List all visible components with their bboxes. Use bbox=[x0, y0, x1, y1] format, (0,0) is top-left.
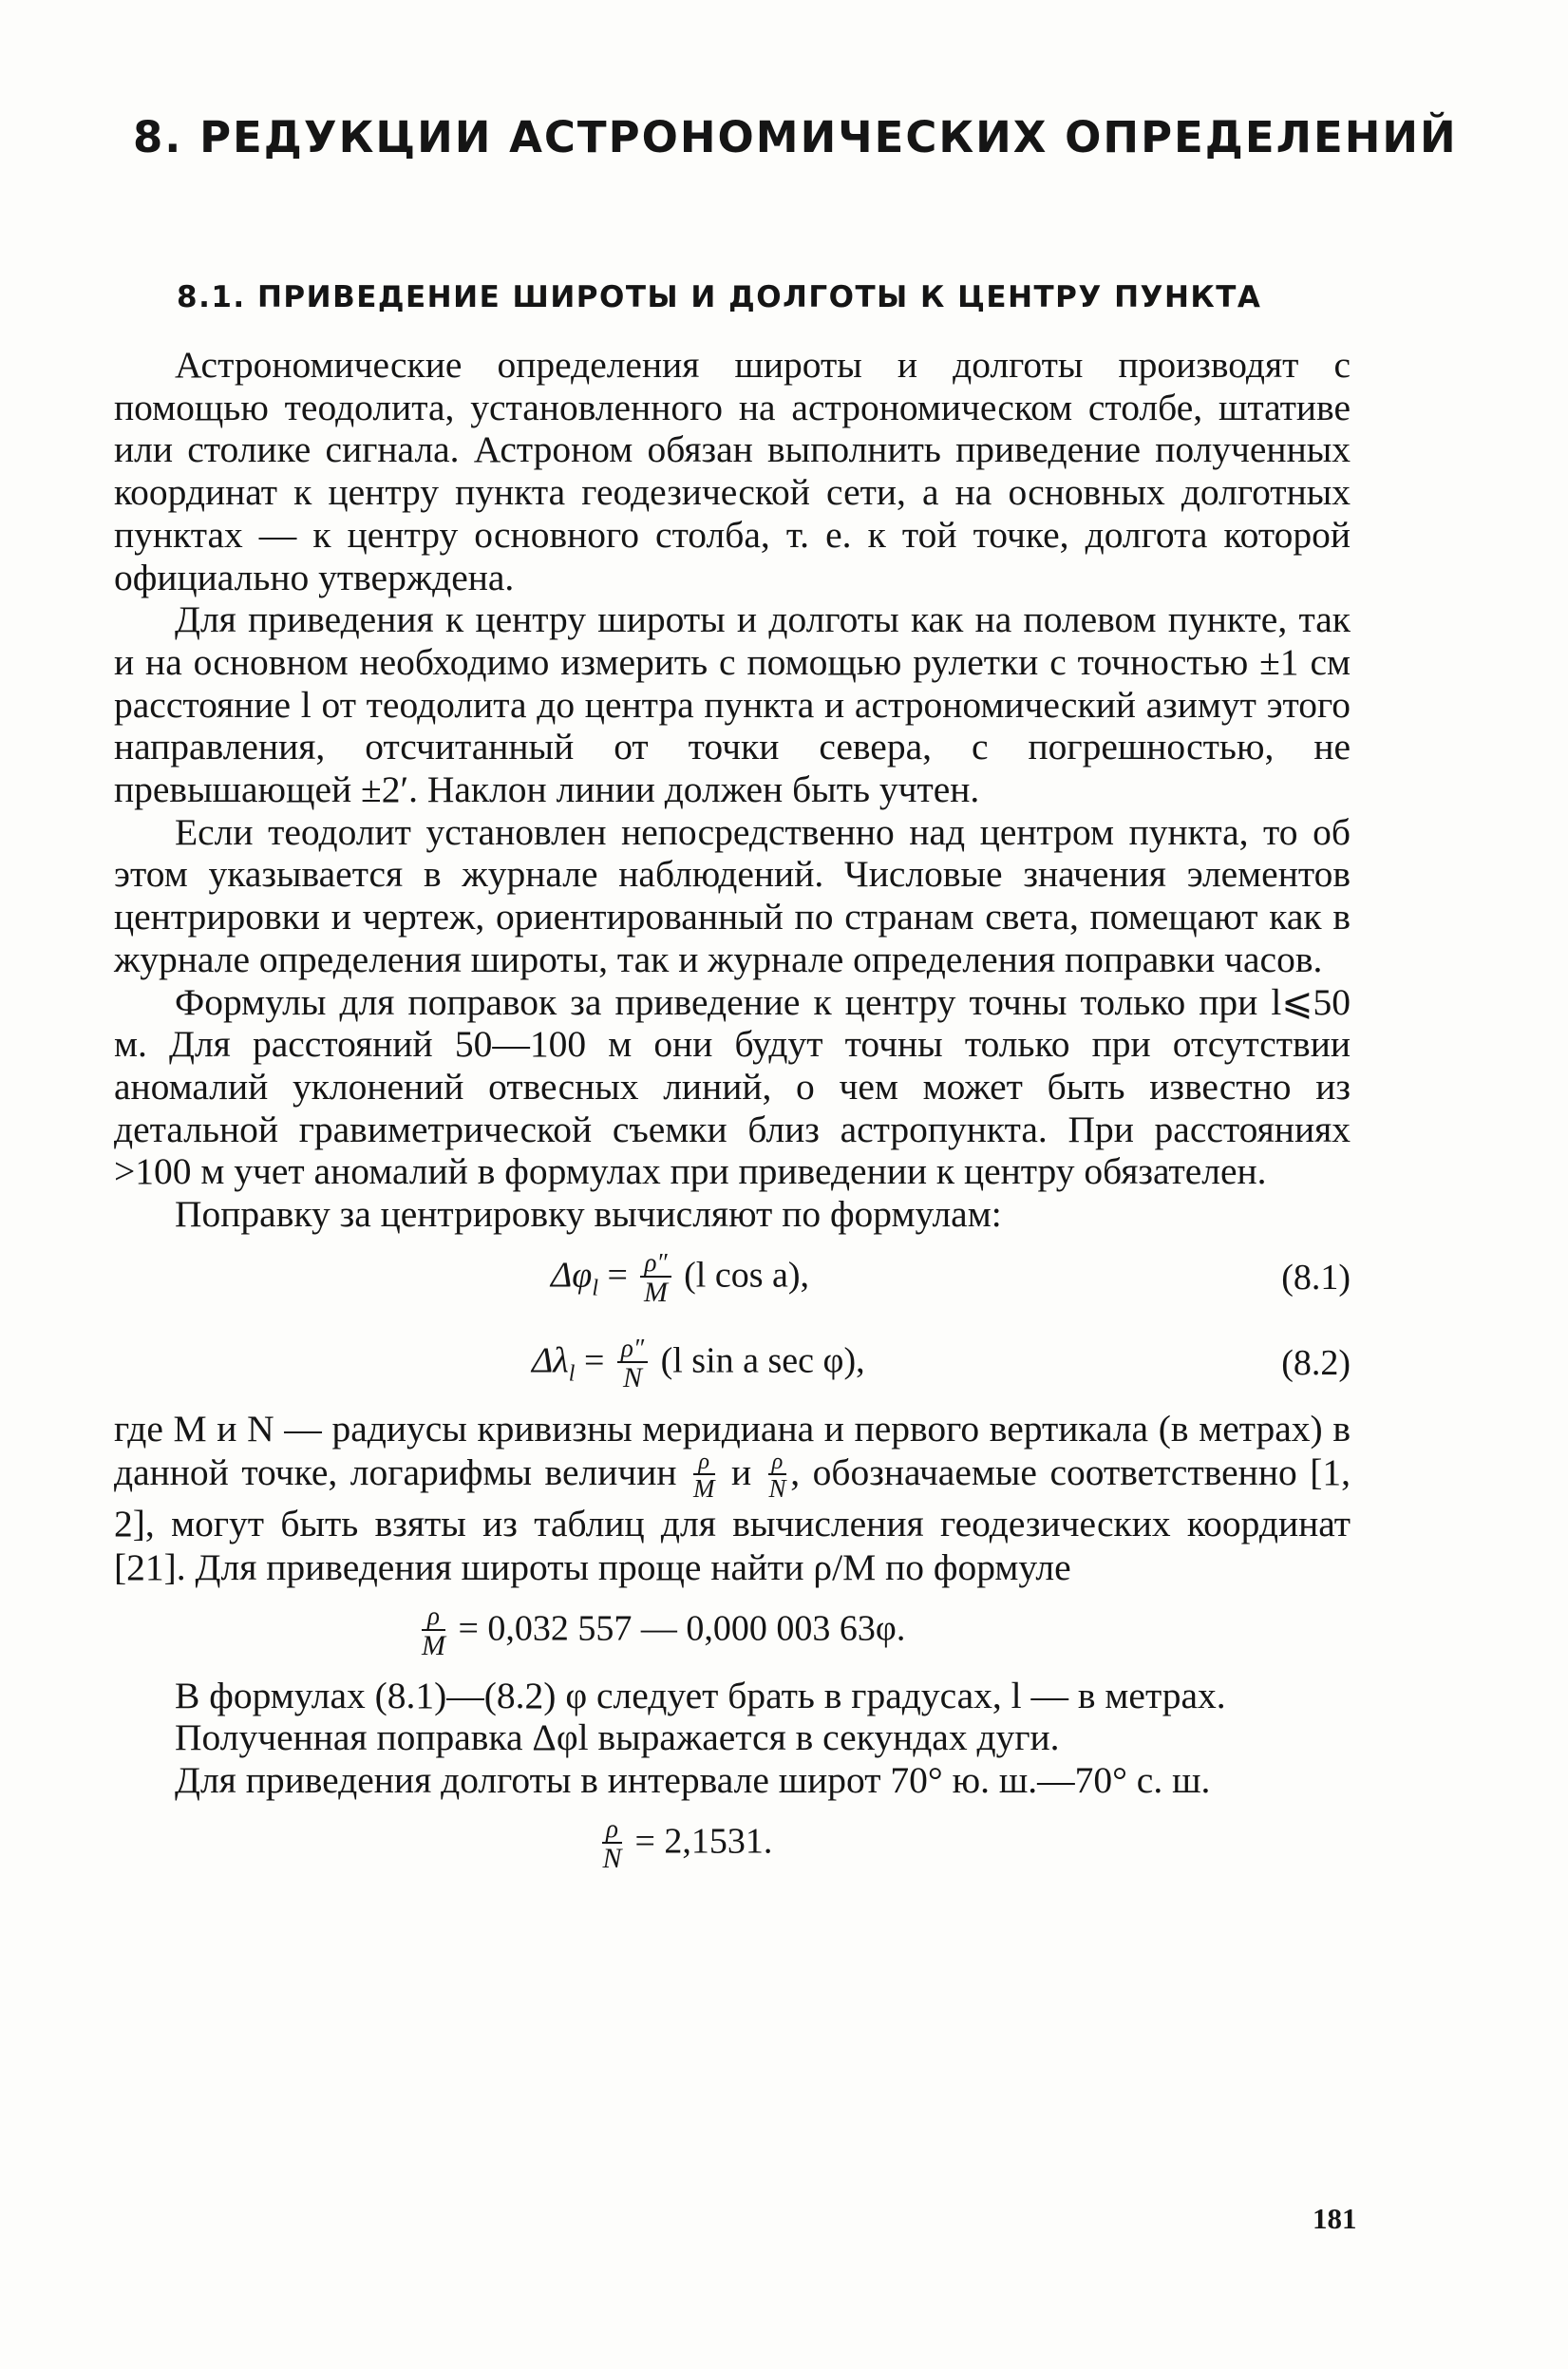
fraction-numerator: ρ″ bbox=[617, 1335, 648, 1363]
eq-sign: = bbox=[607, 1255, 628, 1296]
text-span: где M и N — радиусы кривизны меридиана и первого вертикала (в метрах) в данной точке, логарифмы величин bbox=[114, 1407, 1351, 1493]
fraction-numerator: ρ bbox=[602, 1815, 622, 1844]
fraction-denominator: M bbox=[422, 1629, 445, 1661]
paragraph-where bbox=[114, 1407, 1351, 1589]
fraction-numerator: ρ bbox=[422, 1602, 445, 1631]
paragraph: Поправку за центрировку вычисляют по формулам: bbox=[175, 1193, 1002, 1236]
body-text bbox=[114, 344, 1351, 1887]
eq-rhs: (l sin a sec φ), bbox=[660, 1340, 865, 1381]
eq-sign: = bbox=[583, 1340, 605, 1381]
text-span: и bbox=[731, 1450, 752, 1493]
text-span: , обозначаемые соответственно [1, 2], могут быть взяты из таблиц для вычисления геодезических координат [21]. Для приведения широты проще найти ρ/M по формуле bbox=[114, 1450, 1351, 1588]
fraction-numerator: ρ″ bbox=[640, 1249, 671, 1278]
eq-subscript: l bbox=[568, 1361, 576, 1387]
equation-rho-m bbox=[114, 1589, 1351, 1675]
paragraph: Полученная поправка Δφl выражается в секундах дуги. bbox=[175, 1716, 1060, 1759]
fraction-denominator: M bbox=[644, 1276, 669, 1308]
eq-lhs: Δφ bbox=[551, 1255, 593, 1296]
fraction bbox=[602, 1815, 622, 1874]
fraction bbox=[768, 1450, 787, 1502]
eq-rhs: = 2,1531. bbox=[634, 1821, 773, 1862]
fraction-denominator: N bbox=[768, 1473, 786, 1503]
fraction bbox=[422, 1602, 445, 1661]
fraction bbox=[693, 1450, 715, 1502]
paragraph: Для приведения долготы в интервале широт 70° ю. ш.—70° с. ш. bbox=[175, 1759, 1211, 1802]
equation-8-2 bbox=[114, 1321, 1351, 1407]
chapter-title: 8. РЕДУКЦИИ АСТРОНОМИЧЕСКИХ ОПРЕДЕЛЕНИЙ bbox=[133, 112, 1458, 162]
fraction-numerator: ρ bbox=[693, 1450, 715, 1475]
paragraph: В формулах (8.1)—(8.2) φ следует брать в градусах, l — в метрах. bbox=[175, 1674, 1226, 1716]
page-number: 181 bbox=[1313, 2202, 1357, 2235]
paragraph: Формулы для поправок за приведение к центру точны только при l⩽50 м. Для расстояний 50—100 м они будут точны только при отсутствии аномалий уклонений отвесных линий, о чем может быть известно из детальной гравиметрической съемки близ астропункта. При расстояниях >100 м учет аномалий в формулах при приведении к центру обязателен. bbox=[114, 980, 1351, 1193]
fraction bbox=[640, 1249, 671, 1308]
equation-8-1 bbox=[114, 1236, 1351, 1321]
eq-rhs: (l cos a), bbox=[684, 1255, 810, 1296]
eq-subscript: l bbox=[592, 1276, 598, 1301]
section-title: 8.1. ПРИВЕДЕНИЕ ШИРОТЫ И ДОЛГОТЫ К ЦЕНТРУ ПУНКТА bbox=[177, 280, 1262, 314]
fraction-numerator: ρ bbox=[768, 1450, 787, 1475]
fraction-denominator: M bbox=[693, 1473, 715, 1503]
fraction-denominator: N bbox=[622, 1361, 642, 1393]
eq-lhs: Δλ bbox=[532, 1340, 569, 1381]
paragraph: Астрономические определения широты и долготы производят с помощью теодолита, установленного на астрономическом столбе, штативе или столике сигнала. Астроном обязан выполнить приведение полученных координат к центру пункта геодезической сети, а на основных долготных пунктах — к центру основного столба, т. е. к той точке, долгота которой официально утверждена. bbox=[114, 344, 1351, 598]
equation-label: (8.1) bbox=[1281, 1257, 1351, 1298]
paragraph: Для приведения к центру широты и долготы как на полевом пункте, так и на основном необходимо измерить с помощью рулетки с точностью ±1 см расстояние l от теодолита до центра пункта и астрономический азимут этого направления, отсчитанный от точки севера, с погрешностью, не превышающей ±2′. Наклон линии должен быть учтен. bbox=[114, 598, 1351, 811]
paragraph: Если теодолит установлен непосредственно над центром пункта, то об этом указывается в журнале наблюдений. Числовые значения элементов центрировки и чертеж, ориентированный по странам света, помещают как в журнале определения широты, так и журнале определения поправки часов. bbox=[114, 810, 1351, 980]
equation-rho-n bbox=[114, 1802, 1351, 1887]
fraction bbox=[617, 1335, 648, 1393]
equation-label: (8.2) bbox=[1281, 1342, 1351, 1383]
eq-rhs: = 0,032 557 — 0,000 003 63φ. bbox=[458, 1608, 906, 1649]
fraction-denominator: N bbox=[602, 1842, 622, 1874]
